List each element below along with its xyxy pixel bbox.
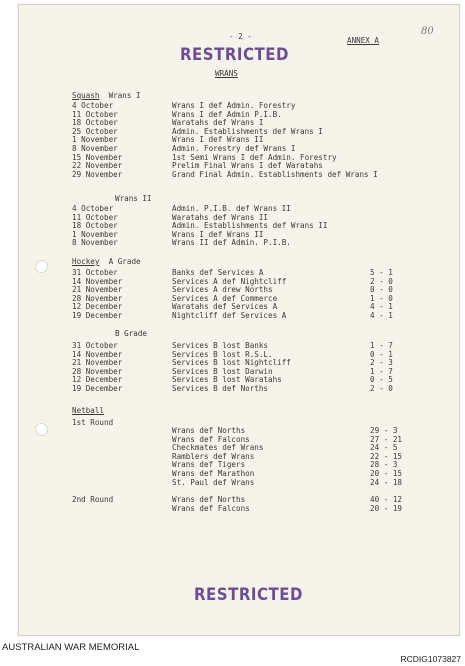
result-text: Services B lost Waratahs <box>172 375 282 385</box>
result-text: Nightcliff def Services A <box>172 311 287 320</box>
result-date: 31 October <box>72 268 118 277</box>
result-text: Services B lost R.S.L. <box>172 349 273 359</box>
result-date: 28 November <box>72 366 123 376</box>
result-text: Wrans I def Admin. Forestry <box>172 101 296 110</box>
result-text: Prelim Final Wrans I def Waratahs <box>172 161 323 171</box>
result-text: Ramblers def Wrans <box>172 451 255 461</box>
result-score: 5 - 1 <box>370 268 393 277</box>
result-text: Waratahs def Services A <box>172 302 278 312</box>
result-text: Checkmates def Wrans <box>172 443 264 453</box>
result-date: 11 October <box>72 109 118 119</box>
footer-archive-name: AUSTRALIAN WAR MEMORIAL <box>2 642 140 653</box>
page-title: WRANS <box>215 69 238 78</box>
result-date: 1 November <box>72 135 118 145</box>
result-score: 2 - 0 <box>370 276 393 286</box>
result-score: 24 - 5 <box>370 443 398 453</box>
page-number: - 2 - <box>229 32 252 41</box>
result-date: 8 November <box>72 238 118 248</box>
result-score: 29 - 3 <box>370 426 398 435</box>
result-text: Admin. Establishments def Wrans II <box>172 221 328 231</box>
result-date: 29 November <box>72 169 123 179</box>
result-text: Wrans def Tigers <box>172 460 246 470</box>
list-item <box>19 478 459 487</box>
result-text: Wrans II def Admin. P.I.B. <box>172 238 291 248</box>
netball-round2-label: 2nd Round <box>72 495 114 504</box>
result-text: Grand Final Admin. Establishments def Wrans I <box>172 169 378 179</box>
hockey-a-grade-label: A Grade <box>108 257 141 266</box>
hockey-label: Hockey <box>72 257 100 266</box>
result-score: 1 - 0 <box>370 293 393 303</box>
hockey-b-grade-label: B Grade <box>115 329 148 338</box>
result-text: Waratahs def Wrans II <box>172 212 269 222</box>
netball-label: Netball <box>72 406 105 415</box>
result-date: 19 December <box>72 311 123 320</box>
result-date: 12 December <box>72 302 123 312</box>
result-score: 28 - 3 <box>370 460 398 470</box>
result-date: 28 November <box>72 293 123 303</box>
result-date: 19 December <box>72 384 123 393</box>
result-text: Services A drew Norths <box>172 285 273 295</box>
restricted-stamp-top: RESTRICTED <box>180 43 289 65</box>
squash-group1-label: Wrans I <box>108 91 141 100</box>
list-item <box>19 504 459 513</box>
hockey-heading <box>72 257 141 266</box>
footer-record-id: RCDIG1073827 <box>400 654 461 664</box>
result-date: 4 October <box>72 101 114 110</box>
result-text: Services A def Commerce <box>172 293 278 303</box>
result-text: Waratahs def Wrans I <box>172 118 264 128</box>
result-date: 14 November <box>72 349 123 359</box>
result-score: 24 - 18 <box>370 477 403 487</box>
netball-round1-label: 1st Round <box>72 418 114 427</box>
result-text: Wrans def Falcons <box>172 434 250 444</box>
result-text: Admin. P.I.B. def Wrans II <box>172 204 291 213</box>
result-date: 12 December <box>72 375 123 385</box>
result-date: 18 October <box>72 221 118 231</box>
list-item <box>19 170 459 179</box>
list-item <box>19 384 459 393</box>
result-score: 20 - 19 <box>370 503 403 513</box>
result-score: 2 - 0 <box>370 384 393 393</box>
result-text: Wrans I def Wrans II <box>172 135 264 145</box>
result-date: 8 November <box>72 144 118 153</box>
result-date: 1 November <box>72 229 118 239</box>
result-score: 40 - 12 <box>370 495 403 504</box>
result-date: 22 November <box>72 161 123 171</box>
result-score: 27 - 21 <box>370 434 403 444</box>
result-text: Wrans def Falcons <box>172 503 250 513</box>
result-date: 4 October <box>72 204 114 213</box>
result-score: 4 - 1 <box>370 311 393 320</box>
result-text: Banks def Services A <box>172 268 264 277</box>
result-date: 14 November <box>72 276 123 286</box>
result-date: 25 October <box>72 126 118 136</box>
result-text: 1st Semi Wrans I def Admin. Forestry <box>172 152 337 162</box>
result-text: Admin. Establishments def Wrans I <box>172 126 323 136</box>
result-text: Wrans I def Admin P.I.B. <box>172 109 282 119</box>
result-date: 31 October <box>72 341 118 350</box>
annex-label: ANNEX A <box>347 36 380 45</box>
squash-label: Squash <box>72 91 100 100</box>
result-date: 18 October <box>72 118 118 128</box>
result-text: Services A def Nightcliff <box>172 276 287 286</box>
squash-heading <box>72 91 141 100</box>
result-score: 0 - 1 <box>370 349 393 359</box>
result-date: 15 November <box>72 152 123 162</box>
result-date: 21 November <box>72 285 123 295</box>
folio-number: 80 <box>421 26 434 37</box>
result-text: Wrans I def Wrans II <box>172 229 264 239</box>
result-text: Admin. Forestry def Wrans I <box>172 144 296 153</box>
result-score: 22 - 15 <box>370 451 403 461</box>
list-item <box>19 238 459 247</box>
result-score: 0 - 0 <box>370 285 393 295</box>
result-score: 1 - 7 <box>370 341 393 350</box>
document-page <box>18 4 460 636</box>
result-text: Wrans def Norths <box>172 426 246 435</box>
result-score: 2 - 3 <box>370 358 393 368</box>
result-text: Services B lost Banks <box>172 341 269 350</box>
result-score: 0 - 5 <box>370 375 393 385</box>
result-text: St. Paul def Wrans <box>172 477 255 487</box>
result-score: 1 - 7 <box>370 366 393 376</box>
result-score: 20 - 15 <box>370 469 403 478</box>
result-text: Wrans def Marathon <box>172 469 255 478</box>
list-item <box>19 311 459 320</box>
result-text: Services B def Norths <box>172 384 269 393</box>
result-date: 21 November <box>72 358 123 368</box>
squash-group2-label: Wrans II <box>115 194 152 203</box>
restricted-stamp-bottom: RESTRICTED <box>194 583 303 605</box>
result-text: Services B lost Nightcliff <box>172 358 291 368</box>
result-text: Services B lost Darwin <box>172 366 273 376</box>
result-score: 4 - 1 <box>370 302 393 312</box>
result-text: Wrans def Norths <box>172 495 246 504</box>
result-date: 11 October <box>72 212 118 222</box>
